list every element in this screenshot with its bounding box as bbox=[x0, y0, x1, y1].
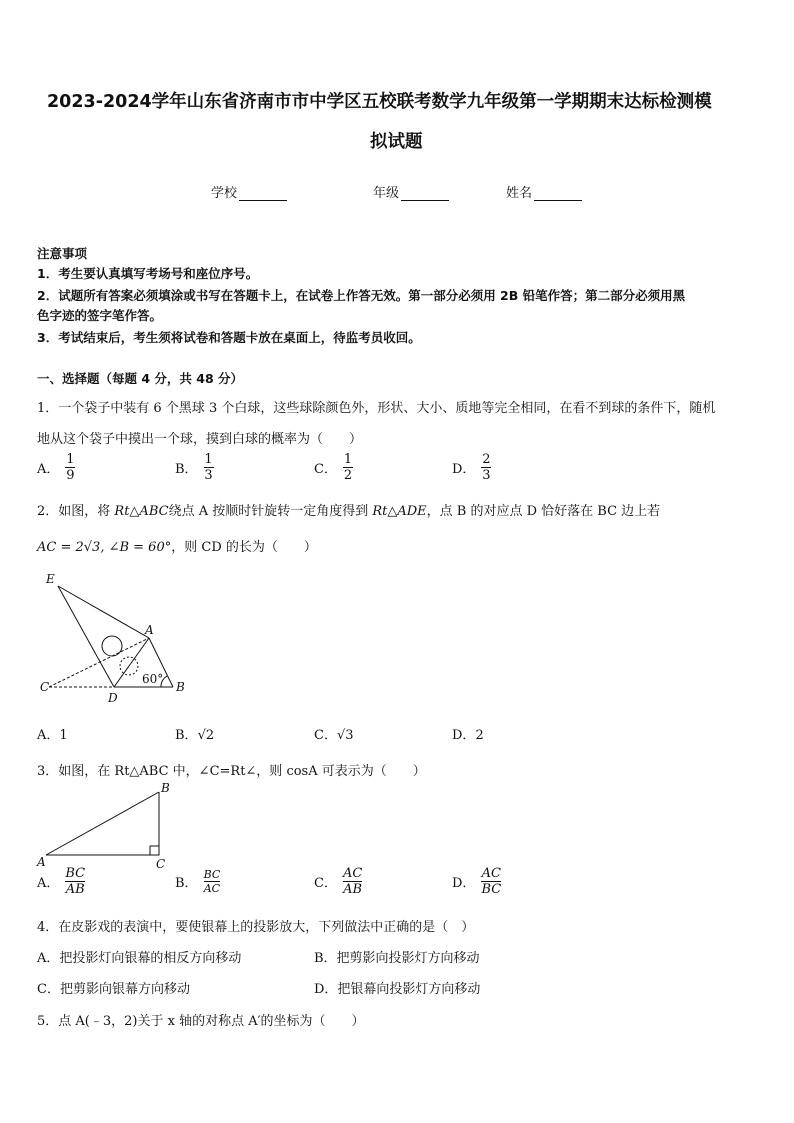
note-3: 3．考试结束后，考生须将试卷和答题卡放在桌面上，待监考员收回。 bbox=[37, 330, 421, 345]
q2-line1 bbox=[37, 500, 660, 519]
q2-triangle-ade: Rt△ADE bbox=[372, 504, 427, 519]
label-a: A bbox=[37, 855, 46, 869]
q5-line: 5．点 A(﹣3，2)关于 x 轴的对称点 A′的坐标为（ ） bbox=[37, 1014, 365, 1029]
q2-condition: AC = 2√3, ∠B = 60° bbox=[37, 540, 172, 555]
fraction bbox=[65, 452, 75, 483]
option-value: √3 bbox=[336, 728, 354, 743]
q2-text-c: 绕点 A 按顺时针旋转一定角度得到 bbox=[168, 504, 369, 519]
denominator: 3 bbox=[204, 468, 213, 483]
denominator: 9 bbox=[66, 468, 75, 483]
numerator: BC bbox=[203, 868, 221, 881]
numerator: 1 bbox=[204, 452, 213, 467]
label-c: C bbox=[40, 680, 50, 694]
q3-option-d bbox=[452, 866, 501, 897]
grade-label: 年级 bbox=[373, 186, 400, 201]
numerator: 2 bbox=[482, 452, 491, 467]
q3-line: 3．如图，在 Rt△ABC 中，∠C=Rt∠，则 cosA 可表示为（ ） bbox=[37, 764, 426, 779]
q2-option-d bbox=[452, 724, 484, 743]
q3-option-c bbox=[314, 866, 362, 897]
q2-option-b bbox=[175, 724, 214, 743]
q4-option-d: D．把银幕向投影灯方向移动 bbox=[314, 982, 481, 997]
line-ca bbox=[49, 638, 149, 687]
q2-text-e: ，点 B 的对应点 D 恰好落在 BC 边上若 bbox=[426, 504, 661, 519]
section-heading: 一、选择题（每题 4 分，共 48 分） bbox=[37, 371, 244, 386]
school-blank bbox=[239, 188, 287, 201]
option-label: A． bbox=[37, 462, 60, 477]
option-value: 1 bbox=[59, 728, 68, 743]
note-2-line2: 色字迹的签字笔作答。 bbox=[37, 308, 163, 323]
option-label: B． bbox=[175, 462, 198, 477]
option-value: √2 bbox=[197, 728, 215, 743]
school-field bbox=[211, 182, 287, 201]
denominator: 3 bbox=[482, 468, 491, 483]
label-angle: 60° bbox=[142, 672, 164, 686]
line-ea bbox=[58, 586, 149, 638]
option-label: B． bbox=[175, 728, 198, 743]
note-2-line1: 2．试题所有答案必须填涂或书写在答题卡上，在试卷上作答无效。第一部分必须用 2B 铅笔作答；第二部分必须用黑 bbox=[37, 288, 686, 303]
q2-triangle-abc: Rt△ABC bbox=[114, 504, 169, 519]
grade-field bbox=[373, 182, 449, 201]
denominator: AB bbox=[65, 882, 85, 897]
name-label: 姓名 bbox=[506, 186, 533, 201]
option-label: D． bbox=[452, 728, 476, 743]
q3-option-b bbox=[175, 868, 220, 895]
fraction bbox=[204, 452, 214, 483]
q3-option-a bbox=[37, 866, 85, 897]
q2-question: ，则 CD 的长为（ ） bbox=[171, 540, 317, 555]
q4-option-a: A．把投影灯向银幕的相反方向移动 bbox=[37, 951, 242, 966]
denominator: AB bbox=[343, 882, 363, 897]
numerator: 1 bbox=[66, 452, 75, 467]
line-ed bbox=[58, 586, 114, 687]
option-label: D． bbox=[452, 876, 476, 891]
right-angle-mark bbox=[150, 846, 159, 855]
q2-option-a bbox=[37, 724, 68, 743]
side-ab bbox=[46, 792, 159, 855]
label-d: D bbox=[108, 691, 118, 705]
fraction bbox=[481, 866, 501, 897]
note-1: 1．考生要认真填写考场号和座位序号。 bbox=[37, 266, 259, 281]
fraction bbox=[481, 452, 491, 483]
numerator: BC bbox=[65, 866, 86, 881]
fraction bbox=[204, 868, 221, 895]
option-value: 2 bbox=[475, 728, 484, 743]
q4-line: 4．在皮影戏的表演中，要使银幕上的投影放大，下列做法中正确的是（ ） bbox=[37, 920, 475, 935]
q1-option-d bbox=[452, 452, 491, 483]
option-label: B． bbox=[175, 876, 198, 891]
name-field bbox=[506, 182, 582, 201]
q1-line1: 1．一个袋子中装有 6 个黑球 3 个白球，这些球除颜色外，形状、大小、质地等完全相同，在看不到球的条件下，随机 bbox=[37, 401, 716, 416]
denominator: 2 bbox=[343, 468, 353, 483]
q1-option-b bbox=[175, 452, 214, 483]
option-label: A． bbox=[37, 876, 60, 891]
name-blank bbox=[534, 188, 582, 201]
q4-option-c: C．把剪影向银幕方向移动 bbox=[37, 982, 190, 997]
q2-line2 bbox=[37, 536, 317, 555]
fraction bbox=[343, 866, 362, 897]
label-c: C bbox=[156, 857, 166, 870]
option-label: C． bbox=[314, 462, 337, 477]
numerator: AC bbox=[342, 866, 363, 881]
option-label: A． bbox=[37, 728, 60, 743]
fraction bbox=[65, 866, 85, 897]
q1-line2: 地从这个袋子中摸出一个球，摸到白球的概率为（ ） bbox=[37, 432, 363, 447]
label-b: B bbox=[176, 680, 185, 694]
label-e: E bbox=[46, 572, 55, 586]
label-b: B bbox=[161, 781, 170, 795]
denominator: AC bbox=[203, 882, 221, 895]
q4-option-b: B．把剪影向投影灯方向移动 bbox=[314, 951, 480, 966]
q1-option-a bbox=[37, 452, 75, 483]
grade-blank bbox=[401, 188, 449, 201]
q2-text-a: 2．如图，将 bbox=[37, 504, 111, 519]
q2-figure bbox=[38, 570, 198, 706]
label-a: A bbox=[145, 623, 154, 637]
numerator: 1 bbox=[343, 452, 353, 467]
school-label: 学校 bbox=[211, 186, 238, 201]
q2-option-c bbox=[314, 724, 354, 743]
fraction bbox=[343, 452, 353, 483]
denominator: BC bbox=[481, 882, 502, 897]
exam-title-line2: 拟试题 bbox=[370, 132, 423, 152]
hole-solid bbox=[102, 636, 122, 656]
notes-heading: 注意事项 bbox=[37, 246, 88, 261]
option-label: C． bbox=[314, 728, 337, 743]
q1-option-c bbox=[314, 452, 353, 483]
option-label: D． bbox=[452, 462, 476, 477]
exam-title-line1: 2023-2024学年山东省济南市市中学区五校联考数学九年级第一学期期末达标检测模 bbox=[47, 92, 712, 112]
option-label: C． bbox=[314, 876, 337, 891]
q3-figure bbox=[34, 780, 184, 870]
numerator: AC bbox=[481, 866, 501, 881]
